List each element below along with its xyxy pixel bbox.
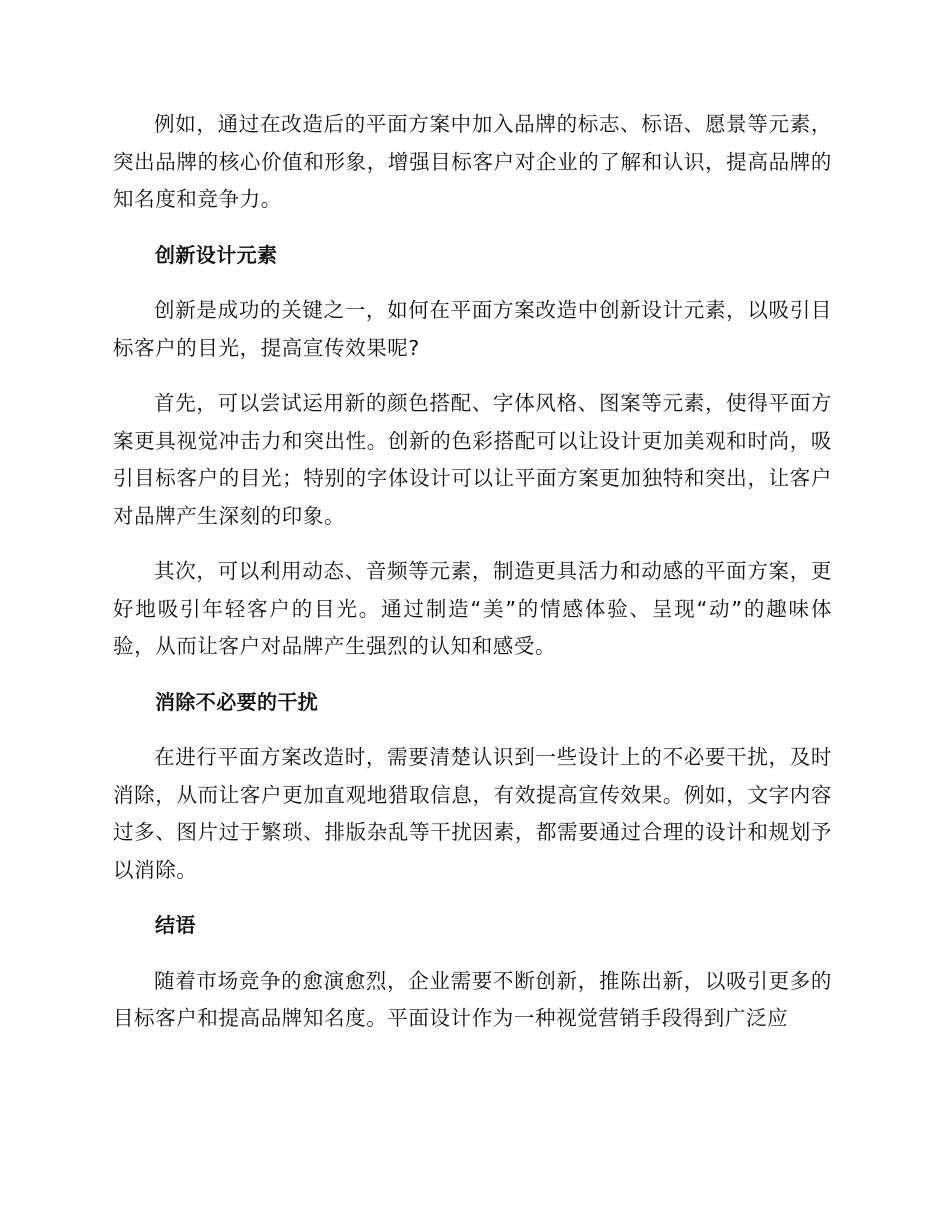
paragraph-remove-interference: 在进行平面方案改造时，需要清楚认识到一些设计上的不必要干扰，及时消除，从而让客户更加直观地猎取信息，有效提高宣传效果。例如，文字内容过多、图片过于繁琐、排版杂乱等干扰因素，都需要通过合理的设计和规划予以消除。: [113, 745, 832, 882]
paragraph-first-colors-fonts: 首先，可以尝试运用新的颜色搭配、字体风格、图案等元素，使得平面方案更具视觉冲击力和突出性。创新的色彩搭配可以让设计更加美观和时尚，吸引目标客户的目光；特别的字体设计可以让平面方案更加独特和突出，让客户对品牌产生深刻的印象。: [113, 391, 832, 528]
heading-innovative-design: 创新设计元素: [155, 242, 278, 267]
heading-remove-interference: 消除不必要的干扰: [155, 689, 319, 714]
paragraph-brand-elements: 例如，通过在改造后的平面方案中加入品牌的标志、标语、愿景等元素，突出品牌的核心价值和形象，增强目标客户对企业的了解和认识，提高品牌的知名度和竞争力。: [113, 112, 832, 211]
paragraph-conclusion: 随着市场竞争的愈演愈烈，企业需要不断创新，推陈出新，以吸引更多的目标客户和提高品牌知名度。平面设计作为一种视觉营销手段得到广泛应: [113, 968, 832, 1030]
paragraph-second-dynamic-audio: 其次，可以利用动态、音频等元素，制造更具活力和动感的平面方案，更好地吸引年轻客户的目光。通过制造“美”的情感体验、呈现“动”的趣味体验，从而让客户对品牌产生强烈的认知和感受。: [113, 559, 832, 658]
heading-conclusion: 结语: [155, 913, 196, 937]
paragraph-innovation-key: 创新是成功的关键之一，如何在平面方案改造中创新设计元素，以吸引目标客户的目光，提高宣传效果呢?: [113, 298, 832, 360]
